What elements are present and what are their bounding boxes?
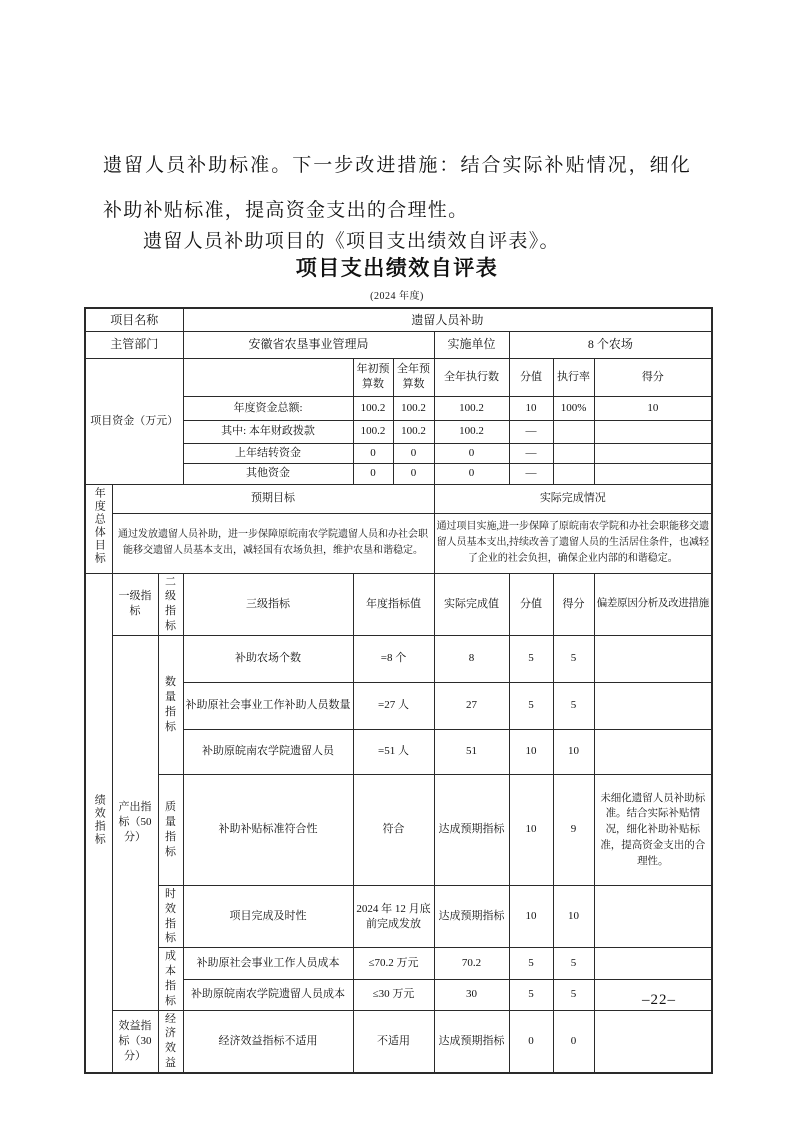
funds-section-label: 项目资金（万元） — [85, 358, 183, 484]
funds-cell — [553, 463, 594, 484]
unit-value: 8 个农场 — [509, 331, 712, 358]
indicator-actual: 达成预期指标 — [434, 1010, 509, 1073]
indicator-score-value: 0 — [509, 1010, 553, 1073]
goal-expected-header: 预期目标 — [112, 484, 434, 513]
goal-actual-header: 实际完成情况 — [434, 484, 712, 513]
indicator-deviation — [594, 682, 712, 729]
indicator-name: 补助补贴标准符合性 — [183, 774, 353, 885]
funds-header-score-value: 分值 — [509, 358, 553, 396]
funds-cell: 10 — [594, 396, 712, 420]
body-paragraph-2: 遗留人员补助项目的《项目支出绩效自评表》。 — [143, 231, 560, 252]
indicator-name: 补助原皖南农学院遗留人员 — [183, 729, 353, 774]
indicator-target: =51 人 — [353, 729, 434, 774]
funds-cell: 100.2 — [434, 396, 509, 420]
funds-header-score: 得分 — [594, 358, 712, 396]
indicator-name: 补助农场个数 — [183, 635, 353, 682]
indicator-target: =8 个 — [353, 635, 434, 682]
perf-group-benefit: 效益指标（30 分） — [112, 1010, 158, 1073]
perf-group-output: 产出指标（50 分） — [112, 635, 158, 1010]
indicator-name: 补助原社会事业工作人员成本 — [183, 948, 353, 980]
funds-cell: 0 — [434, 443, 509, 463]
perf-section-label — [85, 573, 112, 1073]
indicator-actual: 达成预期指标 — [434, 774, 509, 885]
indicator-deviation — [594, 885, 712, 947]
funds-cell: 100.2 — [353, 396, 393, 420]
indicator-score-value: 5 — [509, 682, 553, 729]
self-evaluation-table — [84, 307, 713, 1074]
funds-cell: 100.2 — [434, 420, 509, 443]
funds-cell: 0 — [434, 463, 509, 484]
funds-cell — [594, 463, 712, 484]
indicator-name: 补助原社会事业工作补助人员数量 — [183, 682, 353, 729]
body-paragraph-line1: 遗留人员补助标准。下一步改进措施：结合实际补贴情况，细化 — [103, 155, 691, 176]
department-label: 主管部门 — [85, 331, 183, 358]
perf-section-label-text: 绩效指标 — [93, 794, 106, 847]
indicator-actual: 达成预期指标 — [434, 885, 509, 947]
funds-cell: 100.2 — [393, 396, 434, 420]
perf-group-cost: 成本指标 — [158, 948, 183, 1010]
funds-cell: 100.2 — [393, 420, 434, 443]
indicator-target: =27 人 — [353, 682, 434, 729]
indicator-score: 5 — [553, 948, 594, 980]
indicator-actual: 70.2 — [434, 948, 509, 980]
page-number: –22– — [642, 992, 676, 1008]
funds-cell: 10 — [509, 396, 553, 420]
indicator-name: 项目完成及时性 — [183, 885, 353, 947]
funds-row-label: 其中: 本年财政拨款 — [183, 420, 353, 443]
indicator-score-value: 10 — [509, 729, 553, 774]
funds-cell — [553, 420, 594, 443]
funds-cell: — — [509, 420, 553, 443]
indicator-name: 经济效益指标不适用 — [183, 1010, 353, 1073]
indicator-target: 符合 — [353, 774, 434, 885]
perf-header-level3: 三级指标 — [183, 573, 353, 635]
funds-cell — [553, 443, 594, 463]
indicator-deviation: 未细化遗留人员补助标准。结合实际补贴情况，细化补助补贴标准，提高资金支出的合理性。 — [594, 774, 712, 885]
funds-header-rate: 执行率 — [553, 358, 594, 396]
indicator-target: ≤30 万元 — [353, 980, 434, 1010]
perf-group-quality: 质量指标 — [158, 774, 183, 885]
indicator-score-value: 10 — [509, 774, 553, 885]
goal-actual-text: 通过项目实施,进一步保障了原皖南农学院和办社会职能移交遗留人员基本支出,持续改善了遗留人员的生活居住条件，也减轻了企业的社会负担，确保企业内部的和谐稳定。 — [434, 513, 712, 573]
unit-label: 实施单位 — [434, 331, 509, 358]
funds-cell: — — [509, 443, 553, 463]
goal-section-label-text: 年度总体目标 — [93, 487, 106, 566]
table-title: 项目支出绩效自评表 — [295, 257, 499, 280]
perf-header-actual: 实际完成值 — [434, 573, 509, 635]
funds-cell: 0 — [353, 443, 393, 463]
indicator-actual: 30 — [434, 980, 509, 1010]
funds-header-annual: 全年预算数 — [393, 358, 434, 396]
funds-header-initial: 年初预算数 — [353, 358, 393, 396]
funds-cell — [594, 420, 712, 443]
project-name-value: 遗留人员补助 — [183, 308, 712, 331]
perf-group-quantity: 数量指标 — [158, 635, 183, 774]
perf-group-economic: 经济效益 — [158, 1010, 183, 1073]
empty-cell — [183, 358, 353, 396]
indicator-deviation — [594, 1010, 712, 1073]
indicator-deviation — [594, 729, 712, 774]
goal-section-label — [85, 484, 112, 573]
funds-row-label: 年度资金总额: — [183, 396, 353, 420]
indicator-deviation — [594, 948, 712, 980]
perf-header-level1: 一级指标 — [112, 573, 158, 635]
department-value: 安徽省农垦事业管理局 — [183, 331, 434, 358]
indicator-target: 不适用 — [353, 1010, 434, 1073]
funds-cell: 0 — [393, 443, 434, 463]
indicator-name: 补助原皖南农学院遗留人员成本 — [183, 980, 353, 1010]
perf-group-timeliness: 时效指标 — [158, 885, 183, 947]
indicator-score: 5 — [553, 980, 594, 1010]
indicator-score: 0 — [553, 1010, 594, 1073]
indicator-score: 10 — [553, 729, 594, 774]
indicator-target: 2024 年 12 月底前完成发放 — [353, 885, 434, 947]
indicator-deviation — [594, 635, 712, 682]
indicator-score: 9 — [553, 774, 594, 885]
perf-header-target: 年度指标值 — [353, 573, 434, 635]
funds-cell: — — [509, 463, 553, 484]
perf-header-score-value: 分值 — [509, 573, 553, 635]
goal-expected-text: 通过发放遗留人员补助，进一步保障原皖南农学院遗留人员和办社会职能移交遗留人员基本支出，减轻国有农场负担，维护农垦和谐稳定。 — [112, 513, 434, 573]
funds-row-label: 上年结转资金 — [183, 443, 353, 463]
indicator-score-value: 5 — [509, 635, 553, 682]
funds-header-execution: 全年执行数 — [434, 358, 509, 396]
funds-cell: 100% — [553, 396, 594, 420]
indicator-target: ≤70.2 万元 — [353, 948, 434, 980]
indicator-score: 5 — [553, 682, 594, 729]
indicator-actual: 8 — [434, 635, 509, 682]
indicator-score-value: 5 — [509, 948, 553, 980]
indicator-score: 5 — [553, 635, 594, 682]
body-paragraph-line2: 补助补贴标准，提高资金支出的合理性。 — [103, 200, 469, 221]
perf-header-level2: 二级指标 — [158, 573, 183, 635]
indicator-score-value: 10 — [509, 885, 553, 947]
indicator-score-value: 5 — [509, 980, 553, 1010]
perf-header-deviation: 偏差原因分析及改进措施 — [594, 573, 712, 635]
project-name-label: 项目名称 — [85, 308, 183, 331]
indicator-score: 10 — [553, 885, 594, 947]
perf-header-score: 得分 — [553, 573, 594, 635]
indicator-actual: 51 — [434, 729, 509, 774]
funds-cell: 0 — [353, 463, 393, 484]
table-subtitle: (2024 年度) — [370, 291, 424, 302]
indicator-actual: 27 — [434, 682, 509, 729]
funds-cell — [594, 443, 712, 463]
funds-row-label: 其他资金 — [183, 463, 353, 484]
funds-cell: 100.2 — [353, 420, 393, 443]
funds-cell: 0 — [393, 463, 434, 484]
